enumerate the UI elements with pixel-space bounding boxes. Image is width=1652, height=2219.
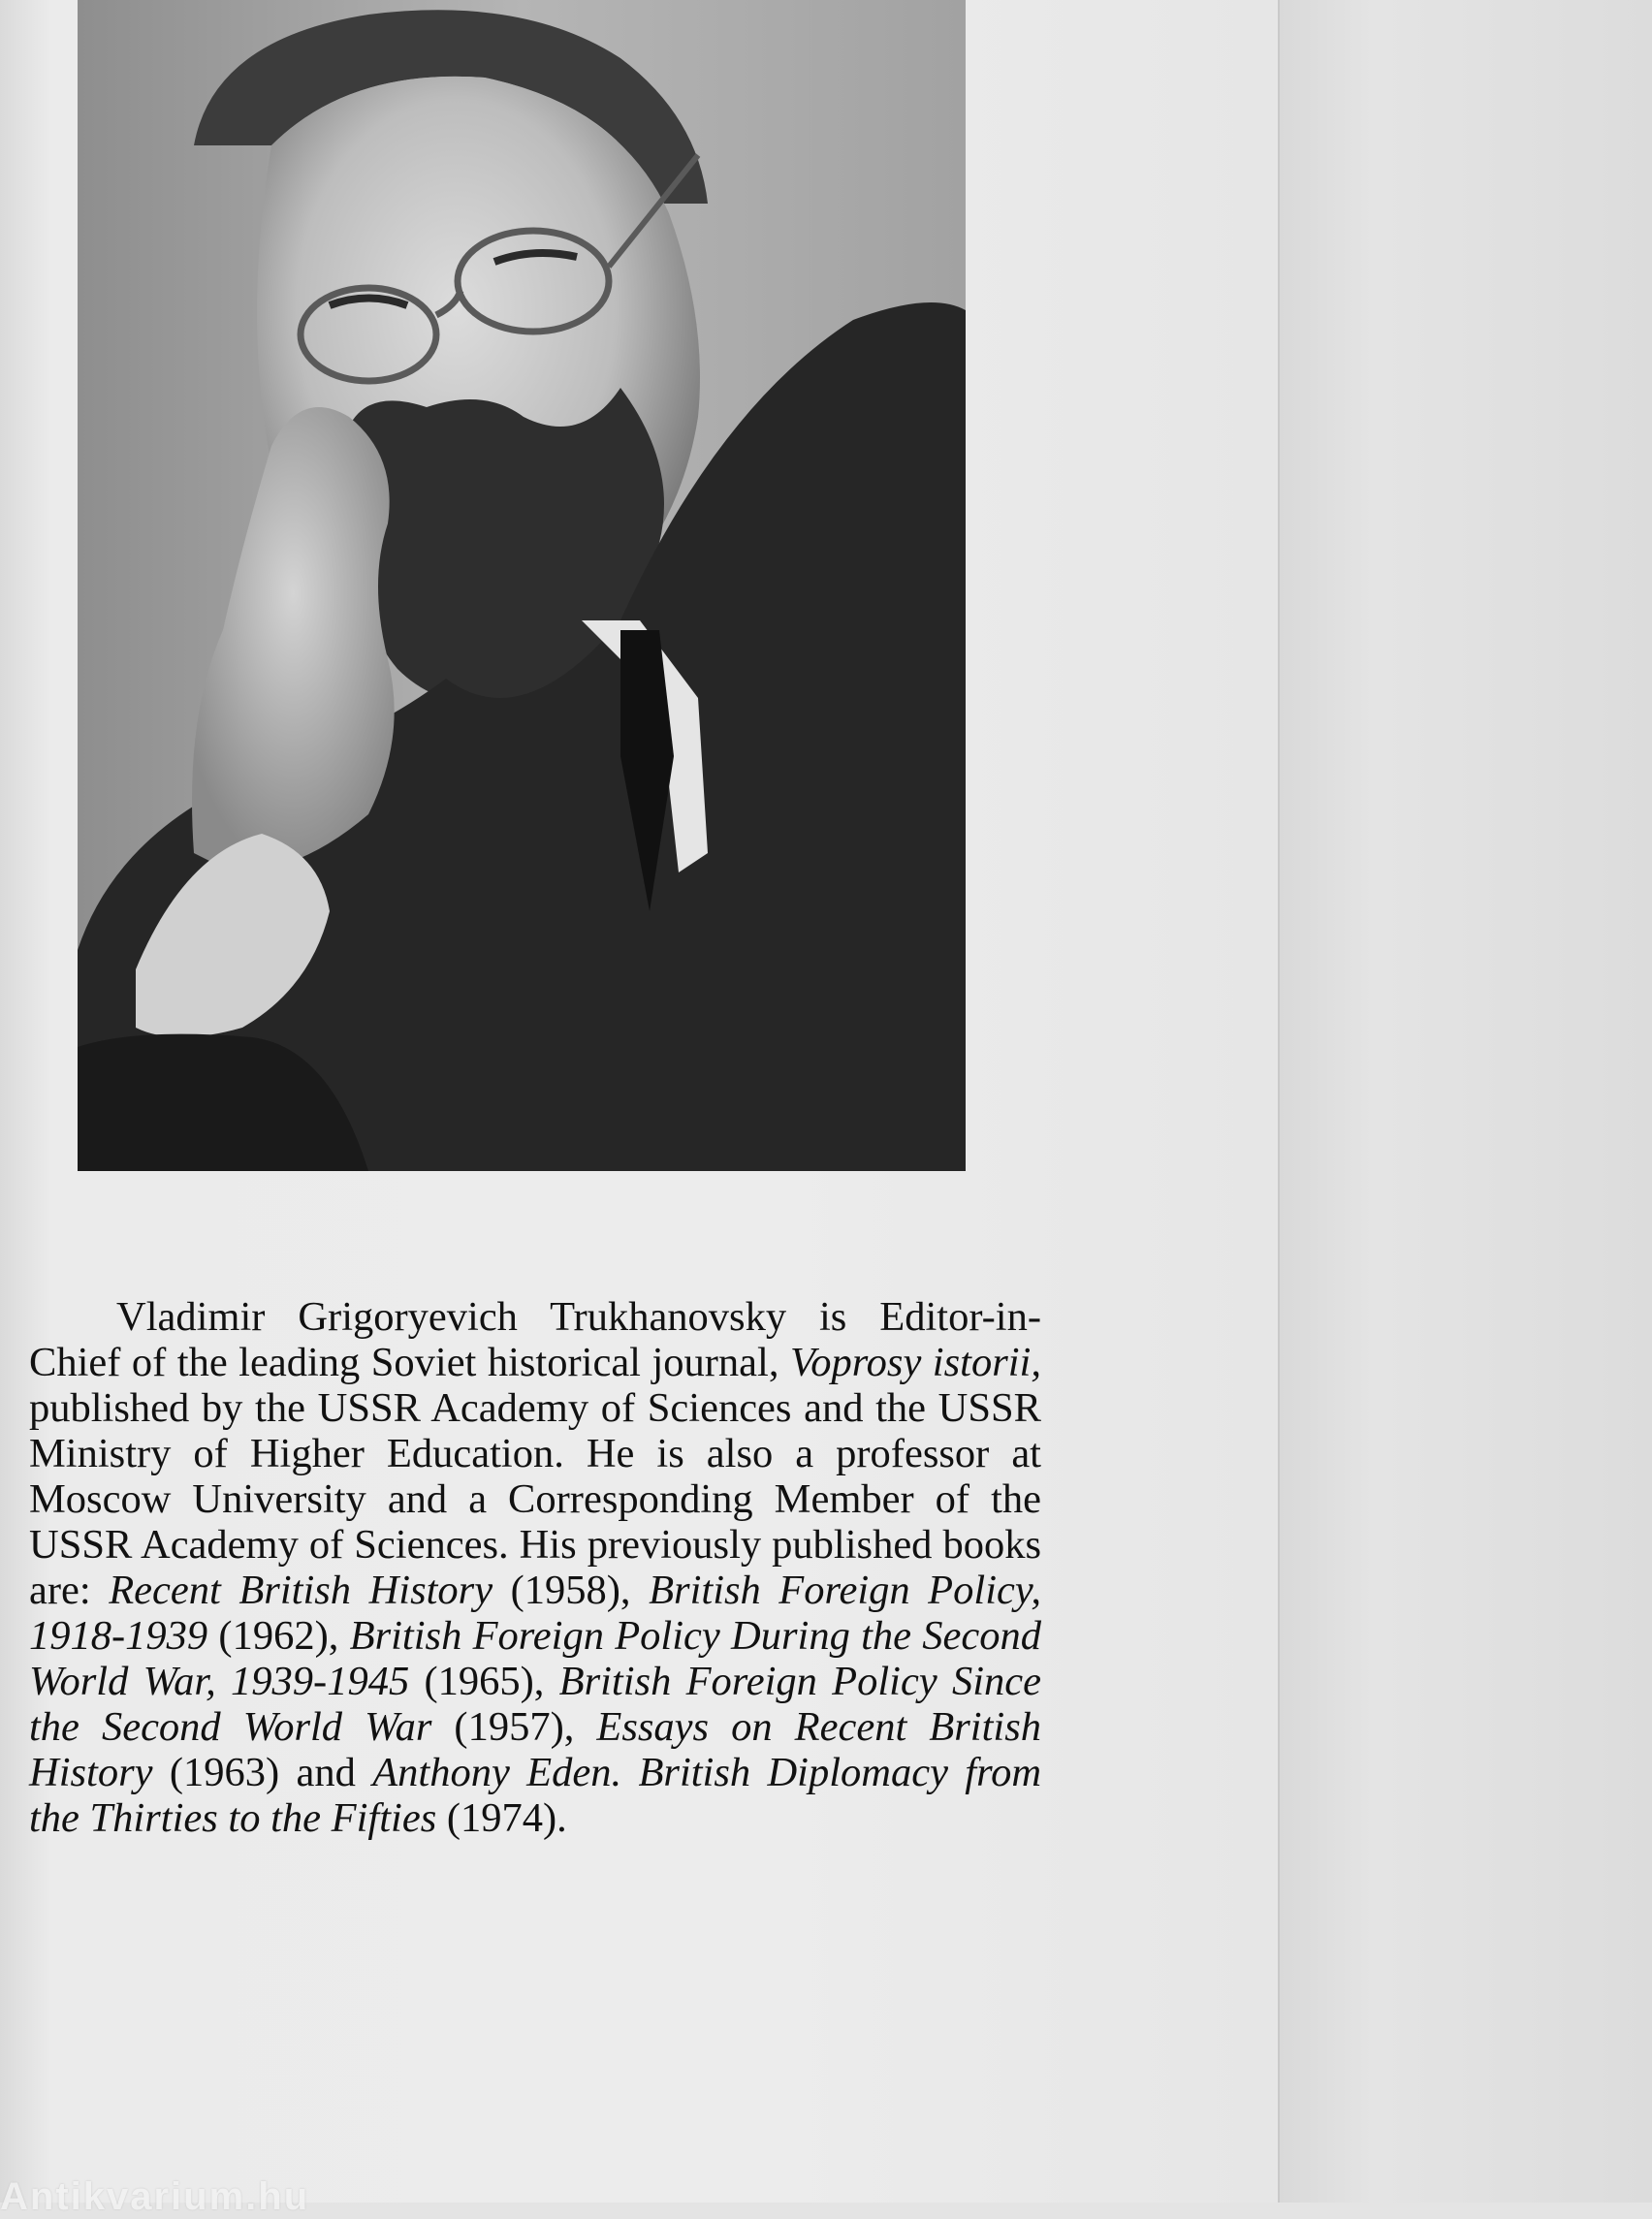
journal-title: Voprosy istorii, (789, 1340, 1041, 1385)
book-year: (1965), (409, 1659, 559, 1704)
watermark: Antikvarium.hu (0, 2175, 310, 2218)
book-title: British Foreign Policy, 1918-1939 (29, 1568, 1042, 1659)
book-year: (1957), (431, 1704, 597, 1750)
book-title: British Foreign Policy Since the Second World War (29, 1659, 1041, 1750)
bio-text: published by the USSR Academy of Sciences and the USSR Ministry of Higher Education. He is also a professor at Moscow University and a Corresponding Member of the USSR Academy of Sciences. His previously published books are: (29, 1385, 1041, 1613)
book-year: (1963) and (152, 1750, 373, 1795)
book-year: (1962), (207, 1613, 350, 1659)
book-title: Recent British History (109, 1568, 493, 1613)
book-year: (1958), (492, 1568, 650, 1613)
author-portrait-photo (78, 0, 966, 1171)
right-page (1278, 0, 1652, 2203)
book-title: British Foreign Policy During the Second World War, 1939-1945 (29, 1613, 1041, 1704)
book-title: Essays on Recent British History (29, 1704, 1041, 1795)
bio-text: Vladimir Grigoryevich Trukhanovsky is Editor-in-Chief of the leading Soviet historical journal, (29, 1294, 1041, 1385)
author-biography (29, 1294, 1041, 1841)
book-title: Anthony Eden. British Diplomacy from the Thirties to the Fifties (29, 1750, 1042, 1841)
book-year: (1974). (436, 1795, 567, 1841)
